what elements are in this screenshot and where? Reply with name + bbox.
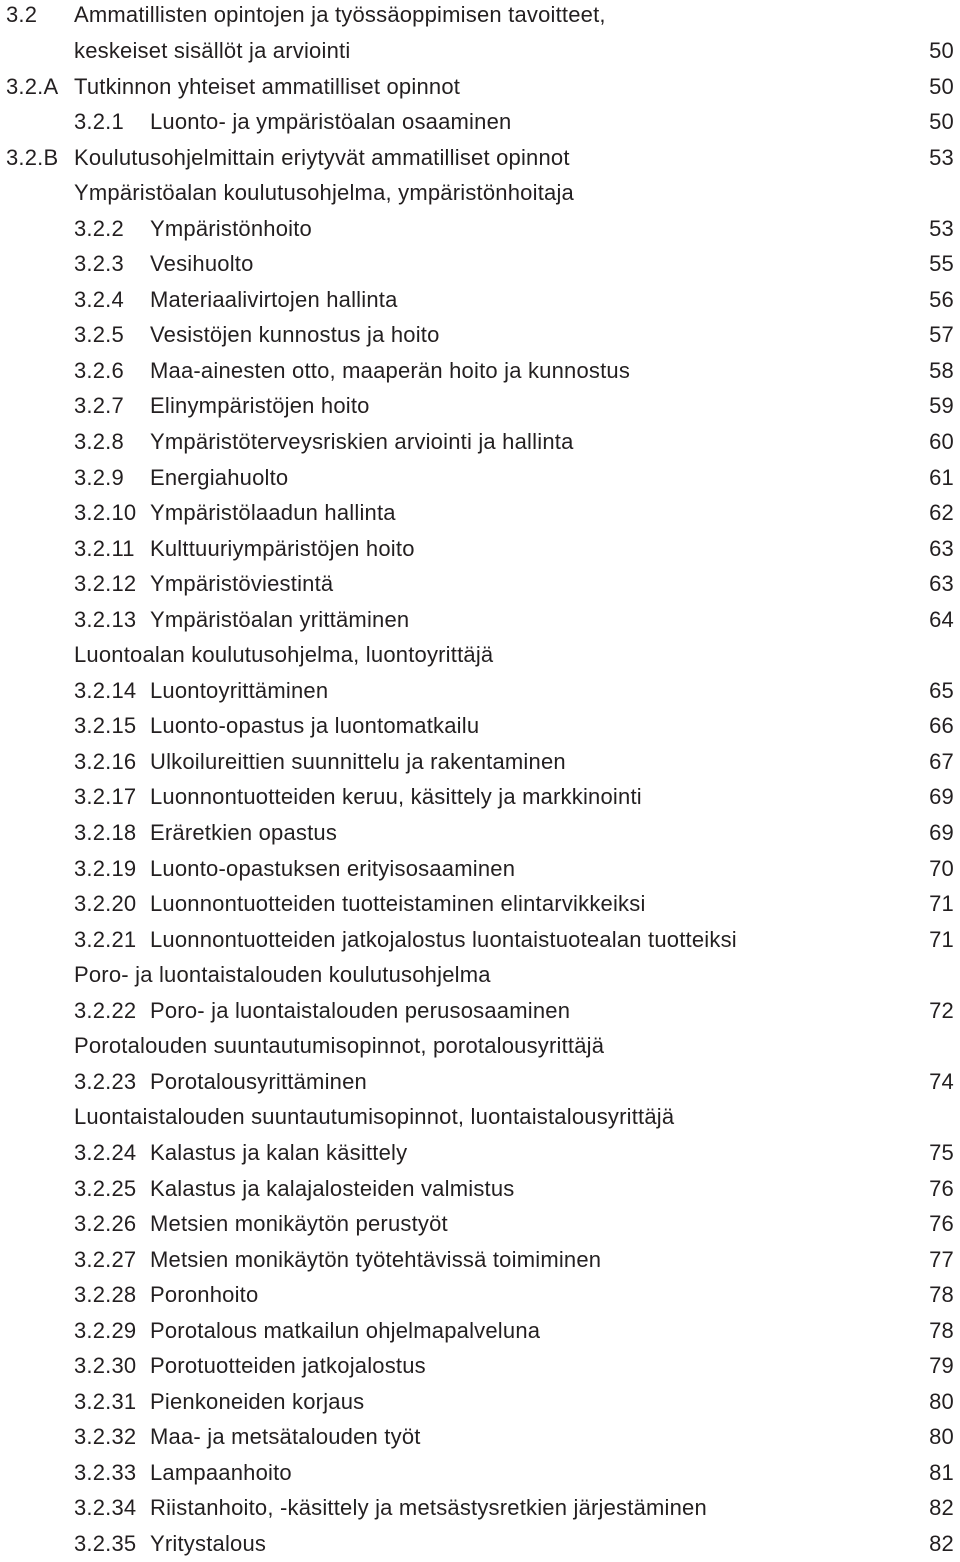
toc-entry-title: Materiaalivirtojen hallinta	[150, 286, 398, 312]
toc-entry	[0, 1526, 960, 1562]
toc-entry-title: Luontoyrittäminen	[150, 677, 329, 703]
toc-entry-title: Porotuotteiden jatkojalostus	[150, 1353, 426, 1379]
toc-entry-number: 3.2.17	[74, 784, 137, 810]
toc-entry-number: 3.2.8	[74, 429, 124, 455]
toc-entry-page-number: 53	[929, 215, 954, 241]
toc-entry-page-number: 82	[929, 1495, 954, 1521]
toc-section-heading	[0, 1028, 960, 1064]
toc-entry-number: 3.2.26	[74, 1211, 137, 1237]
toc-entry-page-number: 80	[929, 1388, 954, 1414]
toc-entry	[0, 388, 960, 424]
toc-entry-number: 3.2.20	[74, 891, 137, 917]
toc-entry-page-number: 55	[929, 251, 954, 277]
toc-entry-page-number: 62	[929, 500, 954, 526]
toc-entry	[0, 140, 960, 176]
toc-entry-page-number: 69	[929, 784, 954, 810]
toc-entry-page-number: 80	[929, 1424, 954, 1450]
toc-entry	[0, 886, 960, 922]
toc-entry-title: Luontoalan koulutusohjelma, luontoyrittäjä	[74, 642, 494, 668]
toc-entry-title: Eräretkien opastus	[150, 820, 338, 846]
toc-entry	[0, 708, 960, 744]
toc-entry-page-number: 76	[929, 1211, 954, 1237]
toc-entry-number: 3.2.9	[74, 464, 124, 490]
toc-entry-page-number: 70	[929, 855, 954, 881]
toc-entry-number: 3.2.6	[74, 357, 124, 383]
toc-entry-number: 3.2.35	[74, 1530, 137, 1556]
toc-entry-title: Ulkoilureittien suunnittelu ja rakentaminen	[150, 748, 566, 774]
toc-entry-number: 3.2.27	[74, 1246, 137, 1272]
toc-entry-number: 3.2.3	[74, 251, 124, 277]
toc-entry	[0, 1419, 960, 1455]
toc-entry	[0, 566, 960, 602]
toc-entry-title: Porotalouden suuntautumisopinnot, porotalousyrittäjä	[74, 1033, 605, 1059]
toc-entry-number: 3.2.B	[6, 144, 59, 170]
toc-entry-number: 3.2.30	[74, 1353, 137, 1379]
toc-entry	[0, 815, 960, 851]
toc-entry-number: 3.2.29	[74, 1317, 137, 1343]
toc-entry-title: Ympäristöalan koulutusohjelma, ympäristönhoitaja	[74, 180, 574, 206]
toc-entry	[0, 424, 960, 460]
toc-entry-page-number: 78	[929, 1282, 954, 1308]
toc-entry-title: Metsien monikäytön työtehtävissä toimiminen	[150, 1246, 602, 1272]
toc-entry	[0, 1455, 960, 1491]
toc-entry	[0, 1348, 960, 1384]
toc-entry	[0, 33, 960, 69]
toc-entry-page-number: 72	[929, 997, 954, 1023]
toc-entry-number: 3.2.18	[74, 820, 137, 846]
toc-entry-number: 3.2.4	[74, 286, 124, 312]
toc-entry-page-number: 50	[929, 73, 954, 99]
toc-entry	[0, 1313, 960, 1349]
toc-entry-number: 3.2.31	[74, 1388, 137, 1414]
toc-entry	[0, 744, 960, 780]
toc-entry-title: Ympäristönhoito	[150, 215, 312, 241]
toc-entry-title: Koulutusohjelmittain eriytyvät ammatilliset opinnot	[74, 144, 570, 170]
toc-entry-title: Poro- ja luontaistalouden koulutusohjelma	[74, 962, 491, 988]
toc-entry-number: 3.2.5	[74, 322, 124, 348]
toc-entry-title: Luonto-opastus ja luontomatkailu	[150, 713, 480, 739]
toc-entry-title: Lampaanhoito	[150, 1459, 292, 1485]
toc-entry-number: 3.2.28	[74, 1282, 137, 1308]
toc-entry-title: Luontaistalouden suuntautumisopinnot, luontaistalousyrittäjä	[74, 1104, 675, 1130]
toc-entry-number: 3.2.12	[74, 571, 137, 597]
toc-entry	[0, 673, 960, 709]
toc-entry	[0, 1242, 960, 1278]
toc-entry-title: Ympäristöalan yrittäminen	[150, 606, 410, 632]
toc-entry-title: Ammatillisten opintojen ja työssäoppimisen tavoitteet,	[74, 2, 606, 27]
toc-entry-title: Vesistöjen kunnostus ja hoito	[150, 322, 440, 348]
toc-entry-title: Poro- ja luontaistalouden perusosaaminen	[150, 997, 571, 1023]
toc-entry-page-number: 63	[929, 535, 954, 561]
toc-entry	[0, 602, 960, 638]
toc-entry-page-number: 64	[929, 606, 954, 632]
toc-entry-page-number: 79	[929, 1353, 954, 1379]
toc-entry	[0, 922, 960, 958]
toc-entry	[0, 317, 960, 353]
toc-entry-number: 3.2	[6, 2, 38, 27]
toc-entry	[0, 1206, 960, 1242]
toc-section-heading	[0, 1099, 960, 1135]
toc-entry-title: Kalastus ja kalan käsittely	[150, 1139, 408, 1165]
toc-entry-title: Porotalous matkailun ohjelmapalveluna	[150, 1317, 541, 1343]
toc-entry	[0, 531, 960, 567]
toc-entry	[0, 779, 960, 815]
toc-entry	[0, 1490, 960, 1526]
toc-entry-page-number: 59	[929, 393, 954, 419]
toc-entry-title: Maa- ja metsätalouden työt	[150, 1424, 421, 1450]
toc-entry-page-number: 67	[929, 748, 954, 774]
toc-entry-page-number: 74	[929, 1068, 954, 1094]
toc-entry-title: Luonto- ja ympäristöalan osaaminen	[150, 109, 512, 135]
toc-entry-title: Elinympäristöjen hoito	[150, 393, 370, 419]
toc-entry-title: Poronhoito	[150, 1282, 259, 1308]
toc-entry-number: 3.2.15	[74, 713, 137, 739]
toc-entry-title: Metsien monikäytön perustyöt	[150, 1211, 448, 1237]
toc-entry	[0, 460, 960, 496]
toc-entry-number: 3.2.32	[74, 1424, 137, 1450]
toc-entry-number: 3.2.23	[74, 1068, 137, 1094]
toc-entry-title: Ympäristöterveysriskien arviointi ja hallinta	[150, 429, 574, 455]
toc-entry	[0, 104, 960, 140]
toc-entry-page-number: 69	[929, 820, 954, 846]
toc-entry-title: Pienkoneiden korjaus	[150, 1388, 365, 1414]
toc-entry-page-number: 60	[929, 429, 954, 455]
toc-entry	[0, 1277, 960, 1313]
toc-entry-page-number: 66	[929, 713, 954, 739]
toc-entry	[0, 993, 960, 1029]
toc-entry-page-number: 61	[929, 464, 954, 490]
toc-entry-page-number: 53	[929, 144, 954, 170]
toc-entry-title: Ympäristöviestintä	[150, 571, 334, 597]
toc-entry-number: 3.2.11	[74, 535, 135, 561]
toc-entry-number: 3.2.10	[74, 500, 137, 526]
toc-entry-number: 3.2.19	[74, 855, 137, 881]
toc-entry-number: 3.2.7	[74, 393, 124, 419]
toc-entry-title: keskeiset sisällöt ja arviointi	[74, 38, 351, 63]
toc-entry-number: 3.2.13	[74, 606, 137, 632]
toc-entry-title: Energiahuolto	[150, 464, 289, 490]
toc-entry-number: 3.2.24	[74, 1139, 137, 1165]
toc-entry-number: 3.2.33	[74, 1459, 137, 1485]
toc-entry-title: Luonnontuotteiden jatkojalostus luontaistuotealan tuotteiksi	[150, 926, 737, 952]
toc-entry-title: Luonnontuotteiden tuotteistaminen elintarvikkeiksi	[150, 891, 646, 917]
toc-entry-number: 3.2.1	[74, 109, 124, 135]
toc-entry-page-number: 50	[929, 109, 954, 135]
toc-entry	[0, 1135, 960, 1171]
toc-entry	[0, 495, 960, 531]
toc-entry-page-number: 82	[929, 1530, 954, 1556]
toc-entry-number: 3.2.34	[74, 1495, 137, 1521]
toc-entry-page-number: 81	[929, 1459, 954, 1485]
toc-section-heading	[0, 175, 960, 211]
toc-entry	[0, 69, 960, 105]
toc-entry-title: Porotalousyrittäminen	[150, 1068, 367, 1094]
toc-entry	[0, 211, 960, 247]
toc-entry-title: Maa-ainesten otto, maaperän hoito ja kunnostus	[150, 357, 631, 383]
toc-entry-page-number: 63	[929, 571, 954, 597]
toc-entry-number: 3.2.21	[74, 926, 137, 952]
toc-entry-page-number: 77	[929, 1246, 954, 1272]
toc-entry	[0, 851, 960, 887]
toc-entry	[0, 353, 960, 389]
toc-entry	[0, 246, 960, 282]
toc-entry	[0, 1171, 960, 1207]
toc-entry-number: 3.2.A	[6, 73, 59, 99]
toc-entry-page-number: 50	[929, 38, 954, 63]
toc-entry	[0, 1064, 960, 1100]
toc-entry-page-number: 76	[929, 1175, 954, 1201]
toc-entry	[0, 0, 960, 33]
toc-entry-title: Luonnontuotteiden keruu, käsittely ja markkinointi	[150, 784, 642, 810]
toc-entry-title: Vesihuolto	[150, 251, 254, 277]
toc-entry-title: Ympäristölaadun hallinta	[150, 500, 396, 526]
toc-entry-page-number: 78	[929, 1317, 954, 1343]
toc-entry-title: Luonto-opastuksen erityisosaaminen	[150, 855, 516, 881]
toc-entry-title: Kulttuuriympäristöjen hoito	[150, 535, 415, 561]
toc-entry-page-number: 58	[929, 357, 954, 383]
toc-entry-title: Tutkinnon yhteiset ammatilliset opinnot	[74, 73, 461, 99]
toc-entry-number: 3.2.22	[74, 997, 137, 1023]
toc-entry-number: 3.2.14	[74, 677, 137, 703]
toc-entry-page-number: 71	[929, 891, 954, 917]
toc-entry-number: 3.2.16	[74, 748, 137, 774]
toc-entry-title: Kalastus ja kalajalosteiden valmistus	[150, 1175, 515, 1201]
toc-entry-number: 3.2.2	[74, 215, 124, 241]
toc-entry-page-number: 56	[929, 286, 954, 312]
toc-section-heading	[0, 957, 960, 993]
toc-entry-page-number: 75	[929, 1139, 954, 1165]
toc-entry-title: Yritystalous	[150, 1530, 267, 1556]
toc-entry	[0, 1384, 960, 1420]
toc-entry-page-number: 65	[929, 677, 954, 703]
toc-section-heading	[0, 637, 960, 673]
toc-entry	[0, 282, 960, 318]
toc-entry-page-number: 57	[929, 322, 954, 348]
toc-entry-number: 3.2.25	[74, 1175, 137, 1201]
toc-entry-page-number: 71	[929, 926, 954, 952]
toc-entry-title: Riistanhoito, -käsittely ja metsästysretkien järjestäminen	[150, 1495, 707, 1521]
